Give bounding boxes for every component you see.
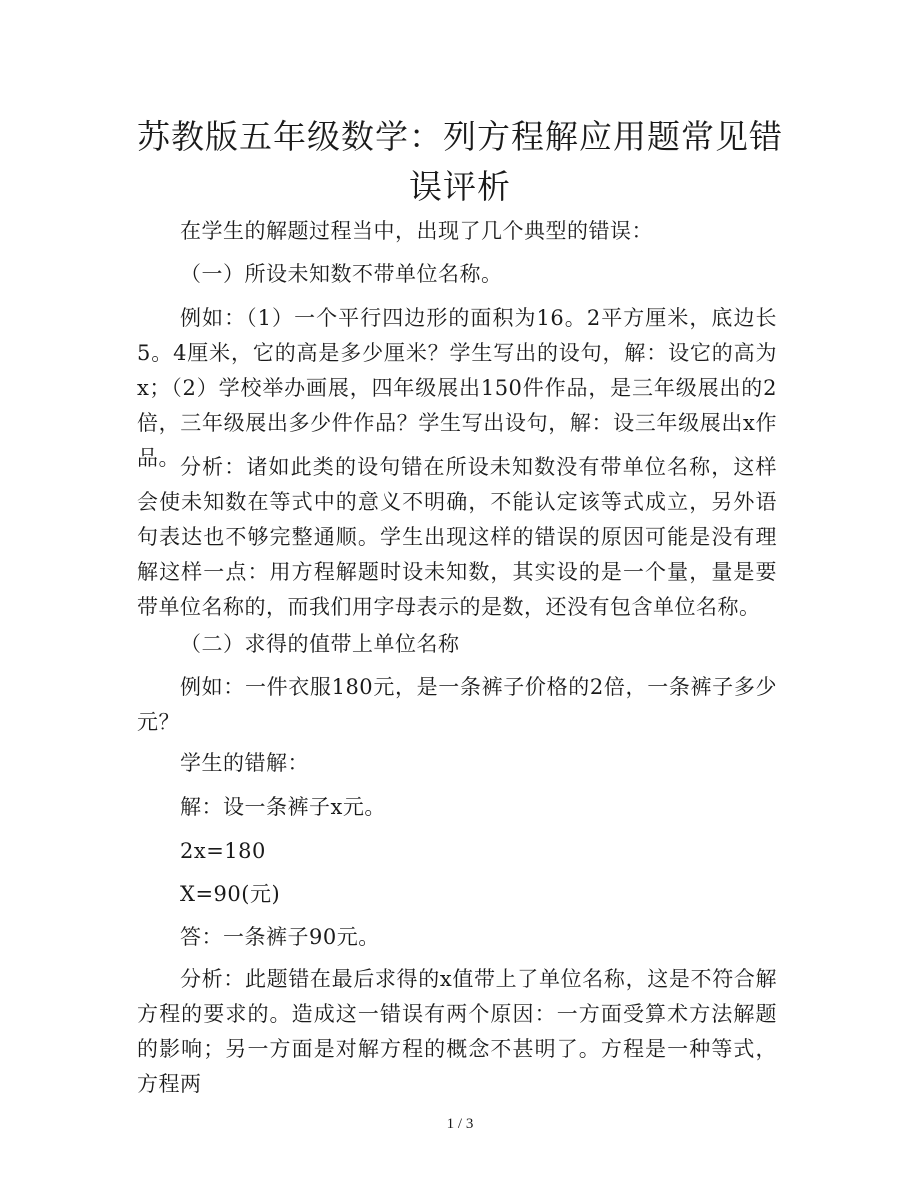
paragraph-answer: 答：一条裤子90元。: [180, 925, 380, 949]
paragraph-result: X=90(元): [180, 882, 281, 906]
paragraph-solution-setup: 解：设一条裤子x元。: [180, 795, 386, 819]
section-heading-2: （二）求得的值带上单位名称: [180, 632, 460, 656]
paragraph-wrong-solution-label: 学生的错解：: [180, 751, 309, 775]
paragraph-analysis-2: 分析：此题错在最后求得的x值带上了单位名称，这是不符合解方程的要求的。造成这一错误有两个原因：一方面受算术方法解题的影响；另一方面是对解方程的概念不甚明了。方程是一种等式，方程两: [137, 967, 777, 1096]
document-title: 苏教版五年级数学：列方程解应用题常见错误评析: [137, 117, 783, 206]
paragraph-equation: 2x=180: [180, 839, 266, 863]
paragraph-example-1: 例如：（1）一个平行四边形的面积为16。2平方厘米，底边长5。4厘米，它的高是多少厘米？学生写出的设句，解：设它的高为x；（2）学校举办画展，四年级展出150件作品，是三年级展出的2倍，三年级展出多少件作品？学生写出设句，解：设三年级展出x作品。: [137, 306, 777, 470]
paragraph-intro: 在学生的解题过程当中，出现了几个典型的错误：: [180, 219, 653, 243]
page-number: 1 / 3: [446, 1116, 474, 1132]
paragraph-analysis-1: 分析：诸如此类的设句错在所设未知数没有带单位名称，这样会使未知数在等式中的意义不明确，不能认定该等式成立，另外语句表达也不够完整通顺。学生出现这样的错误的原因可能是没有理解这样一点：用方程解题时设未知数，其实设的是一个量，量是要带单位名称的，而我们用字母表示的是数，还没有包含单位名称。: [137, 455, 777, 619]
section-heading-1: （一）所设未知数不带单位名称。: [180, 262, 503, 286]
paragraph-example-2: 例如：一件衣服180元，是一条裤子价格的2倍，一条裤子多少元？: [137, 675, 777, 734]
